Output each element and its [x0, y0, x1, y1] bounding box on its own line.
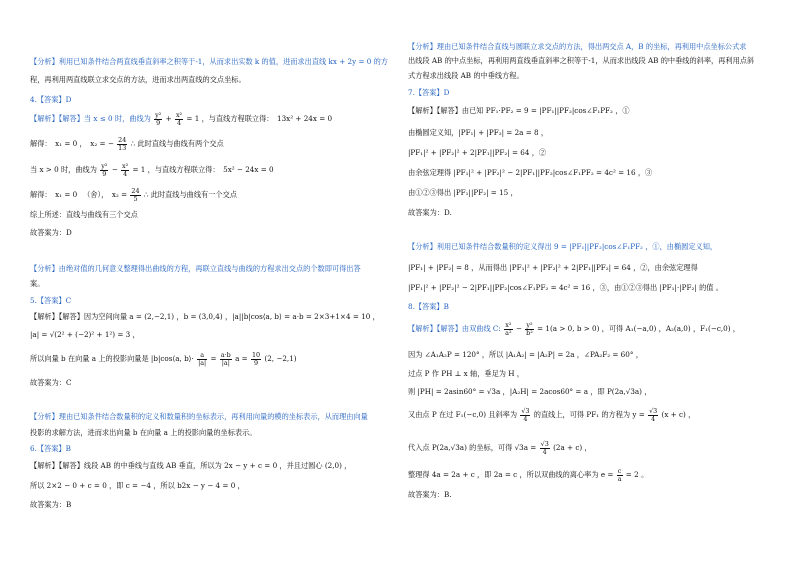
solution-line: 则 |PH| = 2asin60° = √3a ，|A₂H| = 2acos60° = a ，即 P(2a,√3a) ， [408, 387, 652, 396]
final-answer: 故答案为：B [30, 500, 72, 509]
answer-heading: 4.【答案】D [30, 95, 72, 104]
solution-line: |PF₁|² + |PF₂|² + 2|PF₁||PF₂| = 64 ，② [408, 148, 547, 157]
solution-line: 由①②③得出 |PF₁||PF₂| = 15 ， [408, 188, 518, 197]
analysis-line: 【分析】理由已知条件结合直线与圆联立求交点的方法，得出两交点 A，B 的坐标，再利用中点坐标公式求 [408, 42, 747, 51]
solution-line: 【解析】【解答】线段 AB 的中垂线与直线 AB 垂直，所以为 2x − y + c = 0 ，并且过圆心 (2,0) ， [30, 461, 352, 470]
solution-line: 【解析】【解答】因为空间向量 a = (2,−2,1) ，b = (3,0,4) ，|a||b|cos⟨a, b⟩ = a·b = 2×3+1×4 = 10 ， [30, 312, 380, 321]
solution-line: |a| = √(2² + (−2)² + 1²) = 3 ， [30, 330, 140, 339]
solution-line: 所以向量 b 在向量 a 上的投影向量是 |b|cos⟨a, b⟩· $\frac{a}{|a|}$ = $\frac{a\cdot b}{|a|}$ a = $\frac{10}{9}$ (2, −2,1) [30, 351, 297, 367]
solution-line: 由余弦定理得 |PF₁|² + |PF₂|² − 2|PF₁||PF₂|cos∠F₁PF₂ = 4c² = 16 ，③ [408, 168, 653, 177]
solution-line: 又由点 P 在过 F₁(−c,0) 且斜率为 $\frac{√3}{4}$ 的直线上，可得 PF₁ 的方程为 y = $\frac{√3}{4}$ (x + c) ， [408, 407, 696, 423]
analysis-line: |PF₁| + |PF₂| = 8 ，从而得出 |PF₁|² + |PF₂|² + 2|PF₁||PF₂| = 64 ，②，由余弦定理得 [408, 263, 698, 272]
answer-heading: 5.【答案】C [30, 296, 72, 305]
analysis-line: 【分析】利用已知条件结合数量积的定义得出 9 = |PF₁||PF₂|cos∠F₁PF₂ ，①，由椭圆定义知， [408, 242, 718, 251]
final-answer: 故答案为：C [30, 378, 72, 387]
solution-line: 解得： x₁ = 0 ， x₂ = − $\frac{24}{13}$ ∴ 此时直线与曲线有两个交点 [30, 136, 224, 152]
solution-line: 过点 P 作 PH ⊥ x 轴，垂足为 H ， [408, 369, 524, 378]
final-answer: 故答案为：D. [408, 208, 452, 217]
final-answer: 故答案为：B. [408, 490, 452, 499]
solution-line: 综上所述：直线与曲线有三个交点 [30, 210, 138, 219]
solution-line: 整理得 4a = 2a + c ，即 2a = c ，所以双曲线的离心率为 e = $\frac{c}{a}$ = 2 。 [408, 467, 649, 483]
solution-line: 【解析】【解答】由双曲线 C: $\frac{\text{x²}}{\text{a²}}$ − $\frac{\text{y²}}{\text{b²}}$ = 1(a > 0, b > 0) ，可得 A₁(−a,0) ，A₂(a,0) ，F₁(−c,0) ， [408, 321, 740, 337]
solution-line: 当 x > 0 时，曲线为 $\frac{\text{y²}}{9}$ − $\frac{\text{x²}}{4}$ = 1 ，与直线方程联立得： 5x² − 24x = 0 [30, 162, 274, 178]
solution-line: 【解析】【解答】当 x ≤ 0 时，曲线为 $\frac{\text{y²}}{9}$ + $\frac{\text{x²}}{4}$ = 1 ，与直线方程联立得： 13x² + 24x = 0 [30, 111, 333, 127]
answer-heading: 6.【答案】B [30, 444, 71, 453]
analysis-line: 案。 [30, 279, 45, 288]
analysis-line: 【分析】理由已知条件结合数量积的定义和数量积的坐标表示，再利用向量的模的坐标表示，从而理由向量 [30, 412, 368, 421]
analysis-line: 投影的求解方法，进而求出向量 b 在向量 a 上的投影向量的坐标表示。 [30, 428, 257, 437]
answer-heading: 8.【答案】B [408, 302, 449, 311]
solution-line: 因为 ∠A₁A₂P = 120° ，所以 |A₁A₂| = |A₂P| = 2a ，∠PA₂F₂ = 60° ， [408, 350, 643, 359]
solution-line: 代入点 P(2a,√3a) 的坐标，可得 √3a = $\frac{√3}{4}$ (2a + c) ， [408, 440, 592, 456]
final-answer: 故答案为：D [30, 228, 72, 237]
analysis-line: 式方程求出线段 AB 的中垂线方程。 [408, 71, 524, 80]
answer-heading: 7.【答案】D [408, 88, 450, 97]
analysis-line: 程，再利用两直线联立求交点的方法，进而求出两直线的交点坐标。 [30, 75, 246, 84]
analysis-line: 【分析】由绝对值的几何意义整理得出曲线的方程，再联立直线与曲线的方程求出交点的个数即可得出答 [30, 264, 361, 273]
solution-line: 所以 2×2 − 0 + c = 0 ，即 c = −4 ，所以 b2x − y − 4 = 0 ， [30, 481, 245, 490]
analysis-line: |PF₁|² + |PF₂|² − 2|PF₁||PF₂|cos∠F₁PF₂ = 4c² = 16 ，③，由①②③得出 |PF₁|·|PF₂| 的值 。 [408, 283, 723, 292]
solution-line: 解得： x₁ = 0 （舍）， x₂ = $\frac{24}{5}$ ∴ 此时直线与曲线有一个交点 [30, 187, 237, 203]
analysis-line: 出线段 AB 的中点坐标，再利用两直线垂直斜率之积等于-1，从而求出线段 AB 的中垂线的斜率，再利用点斜 [408, 56, 755, 65]
solution-line: 由椭圆定义知，|PF₁| + |PF₂| = 2a = 8 ， [408, 128, 549, 137]
analysis-line: 【分析】利用已知条件结合两直线垂直斜率之积等于-1，从而求出实数 k 的值，进而求出直线 kx + 2y = 0 的方 [30, 57, 388, 66]
solution-line: 【解析】【解答】由已知 PF₁·PF₂ = 9 = |PF₁||PF₂|cos∠F₁PF₂ ，① [408, 106, 630, 115]
